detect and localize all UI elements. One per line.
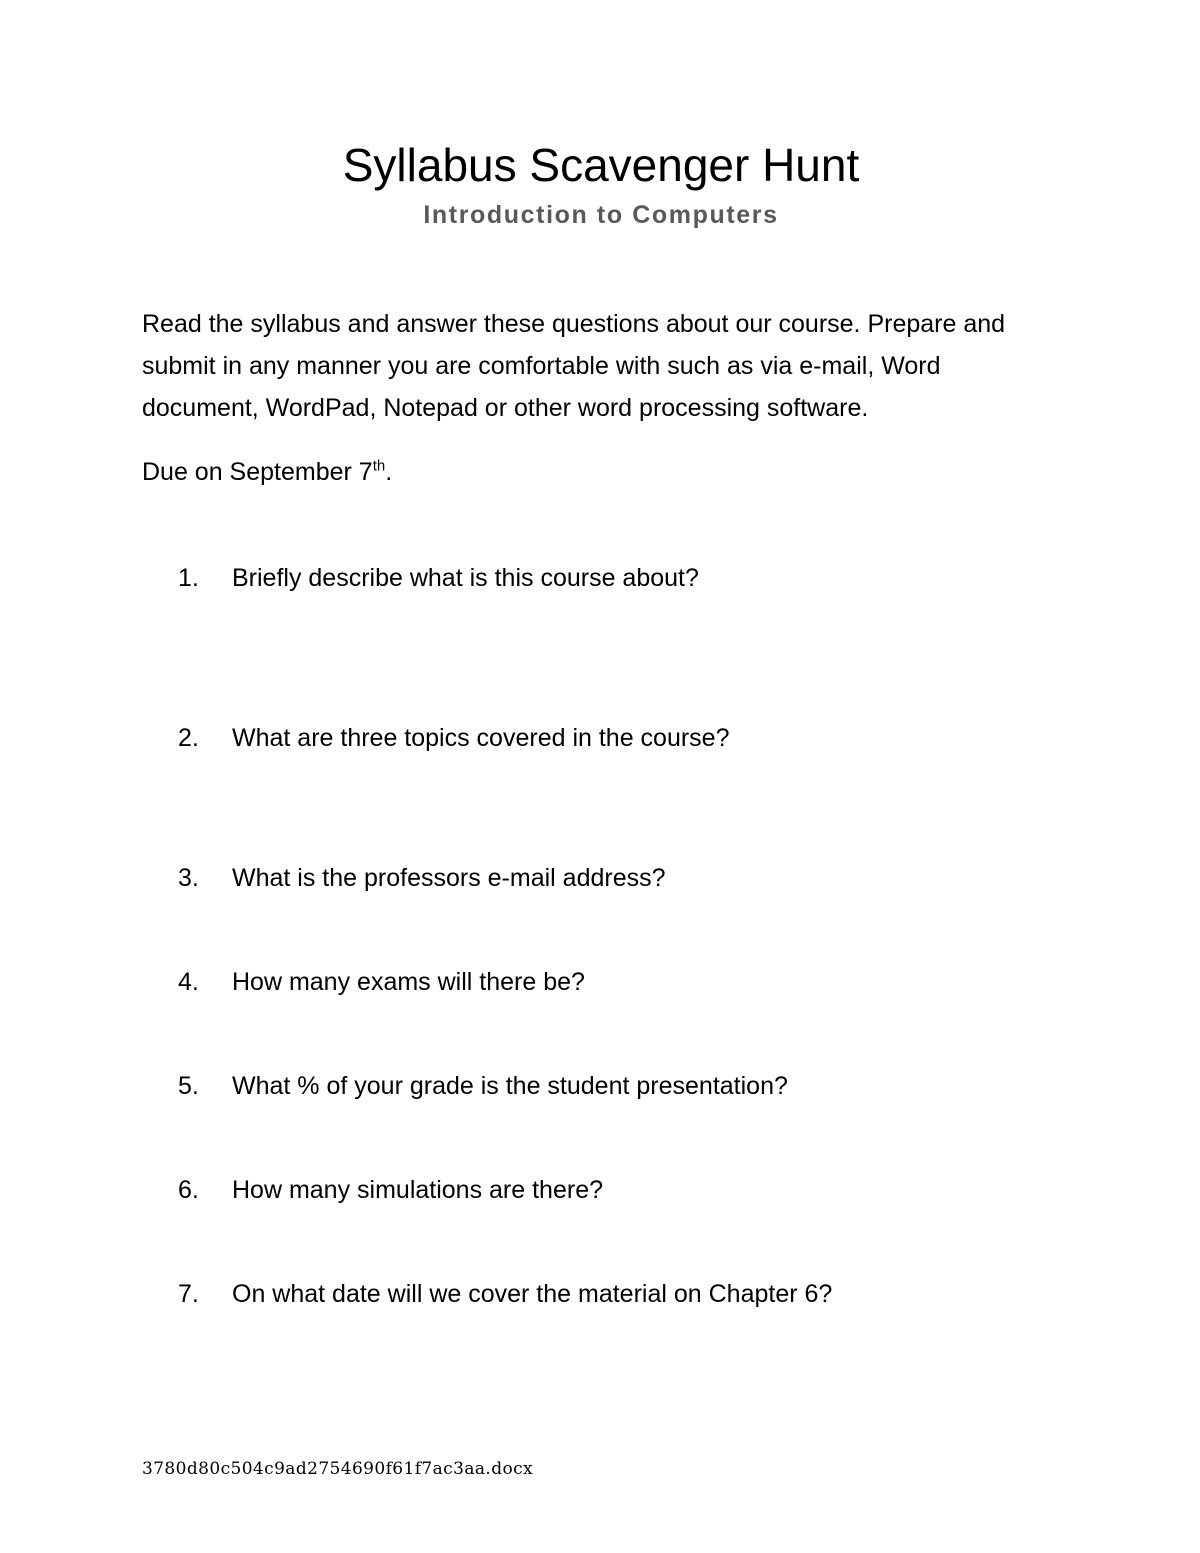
- question-number: 3.: [178, 864, 199, 892]
- list-item: [178, 964, 1118, 1000]
- question-number: 6.: [178, 1176, 199, 1204]
- spacer: [178, 896, 1118, 964]
- question-number: 5.: [178, 1072, 199, 1100]
- spacer: [178, 756, 1118, 860]
- question-number: 1.: [178, 564, 199, 592]
- question-number: 4.: [178, 968, 199, 996]
- intro-paragraph: Read the syllabus and answer these questions about our course. Prepare and submit in any manner you are comfortable with such as via e-mail, Word document, WordPad, Notepad or other word processing software.: [142, 310, 1006, 422]
- list-item: [178, 560, 1118, 596]
- question-text: How many simulations are there?: [232, 1176, 603, 1204]
- question-text: What % of your grade is the student presentation?: [232, 1072, 788, 1100]
- list-item: [178, 860, 1118, 896]
- list-item: [178, 1068, 1118, 1104]
- list-item: [178, 720, 1118, 756]
- question-text: What are three topics covered in the course?: [232, 724, 730, 752]
- question-text: Briefly describe what is this course about?: [232, 564, 699, 592]
- list-item: [178, 1172, 1118, 1208]
- question-text: How many exams will there be?: [232, 968, 585, 996]
- spacer: [178, 1000, 1118, 1068]
- document-footer: [142, 1459, 1042, 1479]
- document-header: [142, 138, 1060, 232]
- footer-filename: 3780d80c504c9ad2754690f61f7ac3aa.docx: [142, 1459, 534, 1479]
- question-text: What is the professors e-mail address?: [232, 864, 666, 892]
- due-date-line: [142, 451, 1042, 493]
- due-date-ordinal-suffix: th: [372, 457, 386, 475]
- page-subtitle: Introduction to Computers: [423, 201, 779, 229]
- due-date-prefix: Due on September 7: [142, 458, 373, 486]
- question-number: 7.: [178, 1280, 199, 1308]
- intro-section: [142, 303, 1042, 493]
- question-list: [178, 560, 1118, 1312]
- page-title: Syllabus Scavenger Hunt: [342, 139, 860, 191]
- question-text: On what date will we cover the material on Chapter 6?: [232, 1280, 833, 1308]
- due-date-period: .: [385, 458, 393, 486]
- list-item: [178, 1276, 1118, 1312]
- spacer: [178, 596, 1118, 720]
- question-number: 2.: [178, 724, 199, 752]
- spacer: [178, 1208, 1118, 1276]
- spacer: [178, 1104, 1118, 1172]
